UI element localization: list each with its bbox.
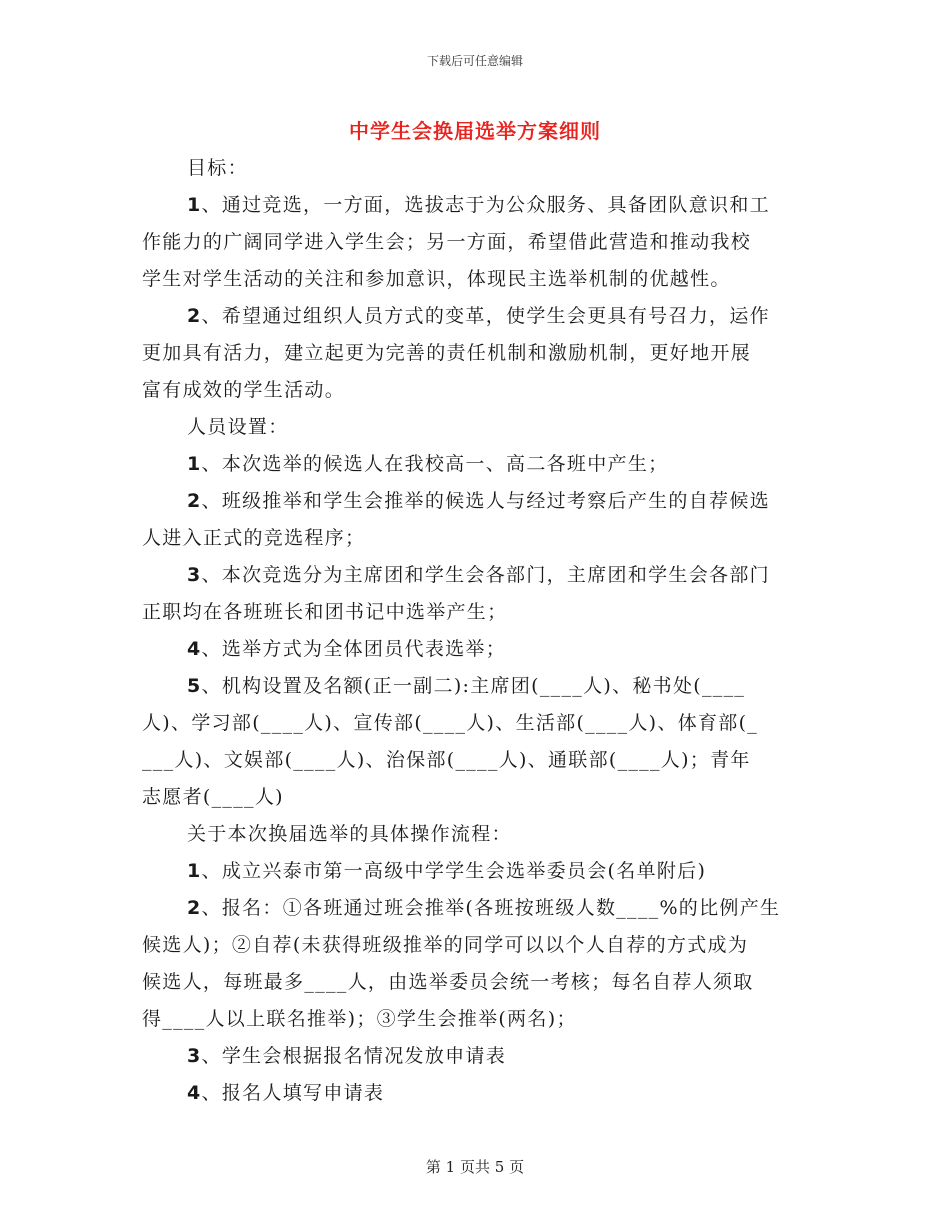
line-text: 、班级推举和学生会推举的候选人与经过考察后产生的自荐候选: [201, 490, 770, 512]
line-text: ___人)、文娱部(____人)、治保部(____人)、通联部(____人)；青年: [142, 749, 751, 771]
paragraph-line: [142, 483, 808, 520]
line-text: 、报名人填写申请表: [201, 1082, 385, 1104]
line-text: 、机构设置及名额(正一副二):主席团(____人)、秘书处(____: [201, 675, 746, 697]
paragraph-line: [142, 816, 808, 853]
line-text: 作能力的广阔同学进入学生会；另一方面，希望借此营造和推动我校: [142, 231, 752, 253]
item-number: 4: [187, 1082, 202, 1104]
line-text: 、希望通过组织人员方式的变革，使学生会更具有号召力，运作: [201, 305, 770, 327]
line-text: 、本次竞选分为主席团和学生会各部门，主席团和学生会各部门: [201, 564, 770, 586]
paragraph-line: [142, 594, 808, 631]
paragraph-line: [142, 261, 808, 298]
line-text: 、成立兴泰市第一高级中学学生会选举委员会(名单附后): [201, 860, 707, 882]
item-number: 4: [187, 638, 202, 660]
item-number: 1: [187, 453, 202, 475]
paragraph-line: [142, 372, 808, 409]
item-number: 2: [187, 897, 202, 919]
line-text: 、选举方式为全体团员代表选举；: [201, 638, 507, 660]
line-text: 候选人，每班最多____人，由选举委员会统一考核；每名自荐人须取: [142, 971, 754, 993]
paragraph-line: [142, 964, 808, 1001]
paragraph-line: [142, 853, 808, 890]
paragraph-line: [142, 224, 808, 261]
paragraph-line: [142, 668, 808, 705]
line-text: 志愿者(____人): [142, 786, 284, 808]
paragraph-line: [142, 520, 808, 557]
document-body: [142, 150, 808, 1112]
line-text: 富有成效的学生活动。: [142, 379, 346, 401]
paragraph-line: [142, 890, 808, 927]
page-number-footer: 第 1 页共 5 页: [425, 1158, 525, 1176]
paragraph-line: [142, 1038, 808, 1075]
paragraph-line: [142, 927, 808, 964]
line-text: 关于本次换届选举的具体操作流程：: [187, 823, 512, 845]
paragraph-line: [142, 187, 808, 224]
line-text: 正职均在各班班长和团书记中选举产生；: [142, 601, 508, 623]
line-text: 学生对学生活动的关注和参加意识，体现民主选举机制的优越性。: [142, 268, 731, 290]
item-number: 1: [187, 194, 202, 216]
paragraph-line: [142, 335, 808, 372]
line-text: 得____人以上联名推举)；③学生会推举(两名)；: [142, 1008, 577, 1030]
page-header-note: 下载后可任意编辑: [426, 54, 523, 68]
paragraph-line: [142, 779, 808, 816]
item-number: 2: [187, 305, 202, 327]
line-text: 人)、学习部(____人)、宣传部(____人)、生活部(____人)、体育部(_: [142, 712, 759, 734]
line-text: 目标：: [187, 157, 248, 179]
item-number: 5: [187, 675, 202, 697]
line-text: 人进入正式的竞选程序；: [142, 527, 366, 549]
document-title: 中学生会换届选举方案细则: [349, 119, 601, 143]
paragraph-line: [142, 1001, 808, 1038]
line-text: 、报名：①各班通过班会推举(各班按班级人数____%的比例产生: [201, 897, 781, 919]
line-text: 更加具有活力，建立起更为完善的责任机制和激励机制，更好地开展: [142, 342, 752, 364]
line-text: 、本次选举的候选人在我校高一、高二各班中产生；: [201, 453, 669, 475]
paragraph-line: [142, 631, 808, 668]
paragraph-line: [142, 705, 808, 742]
item-number: 3: [187, 1045, 202, 1067]
paragraph-line: [142, 1075, 808, 1112]
line-text: 、学生会根据报名情况发放申请表: [201, 1045, 507, 1067]
paragraph-line: [142, 742, 808, 779]
item-number: 1: [187, 860, 202, 882]
paragraph-line: [142, 446, 808, 483]
line-text: 人员设置：: [187, 416, 289, 438]
line-text: 候选人)；②自荐(未获得班级推举的同学可以以个人自荐的方式成为: [142, 934, 749, 956]
item-number: 3: [187, 564, 202, 586]
paragraph-line: [142, 557, 808, 594]
item-number: 2: [187, 490, 202, 512]
line-text: 、通过竞选，一方面，选拔志于为公众服务、具备团队意识和工: [201, 194, 770, 216]
paragraph-line: [142, 150, 808, 187]
paragraph-line: [142, 298, 808, 335]
paragraph-line: [142, 409, 808, 446]
